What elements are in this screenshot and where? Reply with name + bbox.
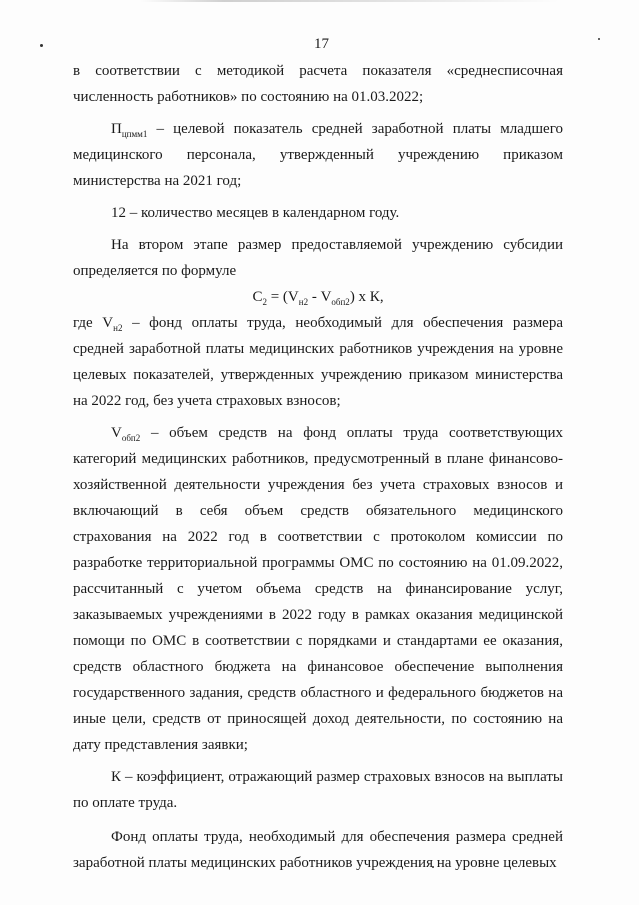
paragraph-text: На втором этапе размер предоставляемой учреждению субсидии определяется по формуле: [73, 237, 563, 279]
paragraph-text: – целевой показатель средней заработной платы младшего медицинского персонала, утвержденный учреждению приказом министерства на 2021 год;: [73, 121, 563, 189]
formula-subscript: н2: [298, 297, 309, 307]
paragraph-text: 12 – количество месяцев в календарном году.: [111, 205, 400, 221]
page-number: 17: [314, 36, 329, 52]
paragraph-vobp-definition: [73, 420, 563, 758]
paragraph-pmm-definition: [73, 116, 563, 194]
variable-symbol: V: [111, 425, 122, 441]
paragraph-text: К – коэффициент, отражающий размер страховых взносов на выплаты по оплате труда.: [73, 769, 563, 811]
paragraph-k-definition: [73, 764, 563, 816]
scan-artifact: [140, 0, 560, 2]
paragraph-wage-fund: [73, 824, 563, 876]
paragraph-continuation: [73, 58, 563, 110]
paragraph-text: – объем средств на фонд оплаты труда соответствующих категорий медицинских работников, предусмотренный в плане финансово-хозяйственной деятельности учреждения без учета страховых взносов и включающий в себя объем средств обязательного медицинского страхования на 2022 год в соответствии с протоколом комиссии по разработке территориальной программы ОМС по состоянию на 01.09.2022, рассчитанный с учетом объема средств на финансирование услуг, заказываемых учреждениями в 2022 году в рамках оказания медицинской помощи по ОМС в соответствии с порядками и стандартами ее оказания, средств областного бюджета на финансовое обеспечение выполнения государственного задания, средств областного и федерального бюджетов на иные цели, средств от приносящей доход деятельности, по состоянию на дату представления заявки;: [73, 425, 563, 753]
formula: [73, 284, 563, 310]
variable-subscript: н2: [113, 323, 123, 333]
formula-part: = (V: [266, 289, 299, 305]
formula-part: ) х К,: [349, 289, 384, 305]
variable-subscript: цпмм1: [121, 129, 148, 139]
formula-symbol: С: [252, 289, 263, 305]
paragraph-text: Фонд оплаты труда, необходимый для обеспечения размера средней заработной платы медицинских работников учреждения на уровне целевых: [73, 829, 563, 871]
paragraph-months: [73, 200, 563, 226]
variable-symbol: П: [111, 121, 122, 137]
formula-subscript: обп2: [331, 297, 350, 307]
paragraph-vn-definition: [73, 310, 563, 414]
paragraph-text: в соответствии с методикой расчета показателя «среднесписочная численность работников» по состоянию на 01.03.2022;: [73, 63, 563, 105]
formula-part: - V: [308, 289, 332, 305]
paragraph-second-stage: [73, 232, 563, 284]
paragraph-text: – фонд оплаты труда, необходимый для обеспечения размера средней заработной платы медицинских работников учреждения на уровне целевых показателей, утвержденных учреждению приказом министерства на 2022 год, без учета страховых взносов;: [73, 315, 564, 409]
paragraph-text: где V: [73, 315, 114, 331]
page-body: [73, 58, 563, 876]
variable-subscript: обп2: [121, 433, 141, 443]
formula-subscript: 2: [262, 297, 267, 307]
